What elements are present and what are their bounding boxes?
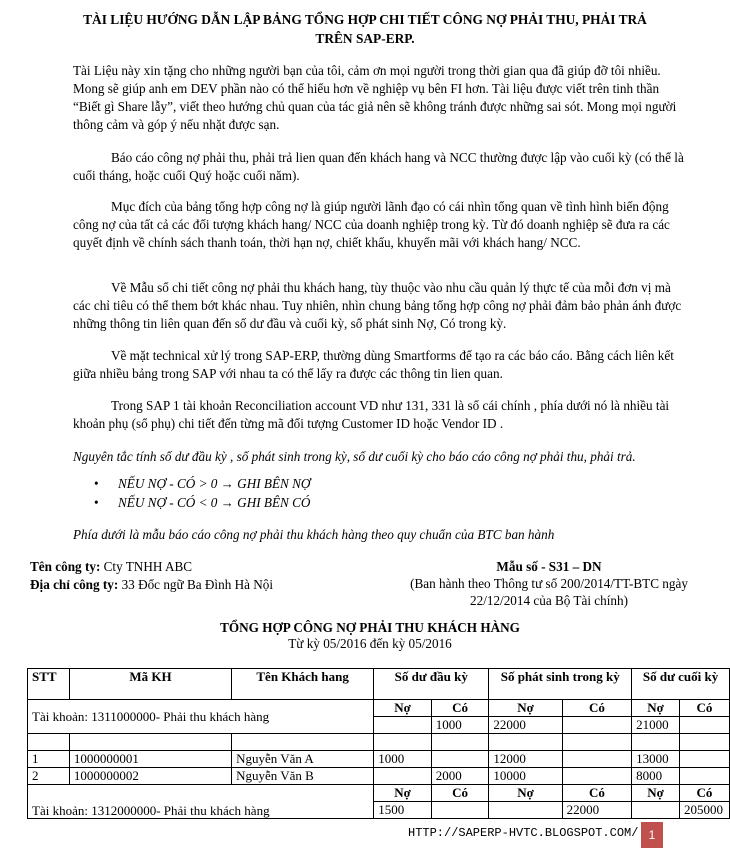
movement-credit-header: Có (562, 700, 631, 717)
cell (562, 734, 631, 751)
cell (679, 734, 729, 751)
cell: 22000 (562, 802, 631, 819)
cell (632, 802, 680, 819)
report-timing-paragraph: Báo cáo công nợ phải thu, phải trả lien quan đến khách hang và NCC thường được lập vào cuối kỳ (có thể là cuối tháng, hoặc cuối Quý hoặc cuối năm). (73, 150, 684, 183)
cell (431, 802, 489, 819)
opening-credit-header: Có (431, 785, 489, 802)
cell: 12000 (489, 751, 562, 768)
table-row (28, 751, 730, 768)
cell: 1500 (374, 802, 432, 819)
cell (431, 734, 489, 751)
report-period: Từ kỳ 05/2016 đến kỳ 05/2016 (288, 636, 452, 651)
cell: 2000 (431, 768, 489, 785)
cell (489, 734, 562, 751)
col-closing-balance: Số dư cuối kỳ (632, 669, 730, 700)
document-title (40, 10, 690, 48)
closing-credit-header: Có (679, 700, 729, 717)
cell (679, 751, 729, 768)
closing-debit-header: Nợ (632, 700, 680, 717)
template-note: Phía dưới là mẫu báo cáo công nợ phải thu khách hàng theo quy chuẩn của BTC ban hành (73, 527, 555, 542)
col-period-movement: Số phát sinh trong kỳ (489, 669, 632, 700)
col-customer-name: Tên Khách hang (232, 669, 374, 700)
account-1-label: Tài khoản: 1311000000- Phải thu khách hàng (28, 700, 374, 734)
rule-item: • NẾU NỢ - CÓ > 0 → GHI BÊN NỢ (94, 474, 310, 493)
company-name: Cty TNHH ABC (103, 559, 193, 574)
ledger-template-paragraph: Về Mẫu sổ chi tiết công nợ phải thu khách hang, tùy thuộc vào nhu cầu quản lý thực tế của mỗi đơn vị mà các chỉ tiêu có thể them bớt khác nhau. Tuy nhiên, nhìn chung bảng tổng hợp công nợ phải đảm bảo phản ánh được những thông tin liên quan đến số dư đầu và cuối kỳ, số phát sinh Nợ, Có trong kỳ. (73, 280, 682, 331)
cell (374, 717, 432, 734)
company-name-label: Tên công ty: (30, 559, 101, 574)
col-stt: STT (28, 669, 70, 700)
company-info (30, 558, 273, 594)
cell: Nguyễn Văn B (232, 768, 374, 785)
cell (562, 717, 631, 734)
cell (562, 768, 631, 785)
spacer-row (28, 734, 730, 751)
cell: 13000 (632, 751, 680, 768)
cell: 2 (28, 768, 70, 785)
cell: 22000 (489, 717, 562, 734)
opening-debit-header: Nợ (374, 785, 432, 802)
company-address-label: Địa chỉ công ty: (30, 577, 119, 592)
form-issued-line-1: (Ban hành theo Thông tư số 200/2014/TT-BTC ngày (410, 576, 688, 591)
cell (374, 734, 432, 751)
title-line-2: TRÊN SAP-ERP. (315, 31, 415, 46)
cell (632, 734, 680, 751)
title-line-1: TÀI LIỆU HƯỚNG DẪN LẬP BẢNG TỔNG HỢP CHI TIẾT CÔNG NỢ PHẢI THU, PHẢI TRẢ (83, 12, 647, 27)
cell (69, 734, 231, 751)
cell (232, 734, 374, 751)
closing-credit-header: Có (679, 785, 729, 802)
principle-paragraph: Nguyên tắc tính số dư đầu kỳ , số phát sinh trong kỳ, số dư cuối kỳ cho báo cáo công nợ phải thu, phải trả. (73, 449, 636, 464)
closing-debit-header: Nợ (632, 785, 680, 802)
cell (431, 751, 489, 768)
cell: 1000 (431, 717, 489, 734)
intro-paragraph: Tài Liệu này xin tặng cho những người bạn của tôi, cảm ơn mọi người trong thời gian qua đã giúp đỡ tôi nhiều. Mong sẽ giúp anh em DEV phần nào có thể hiểu hơn về nghiệp vụ bên FI hơn. Tài liệu được viết trên tinh thần “Biết gì Share lẫy”, viết theo hướng chủ quan của tác giả nên sẽ không tránh được những sai sót. Mong mọi người thông cảm và góp ý nếu nhặt được sạn. (73, 63, 677, 132)
cell: Nguyễn Văn A (232, 751, 374, 768)
cell: 1000000002 (69, 768, 231, 785)
cell (562, 751, 631, 768)
account-subheader-row (28, 700, 730, 717)
receivables-table (27, 668, 730, 819)
table-row (28, 768, 730, 785)
footer-blog-link[interactable]: HTTP://SAPERP-HVTC.BLOGSPOT.COM/ (408, 826, 639, 840)
movement-debit-header: Nợ (489, 700, 562, 717)
col-opening-balance: Số dư đầu kỳ (374, 669, 489, 700)
cell (28, 734, 70, 751)
cell (679, 768, 729, 785)
report-title: TỔNG HỢP CÔNG NỢ PHẢI THU KHÁCH HÀNG (220, 620, 520, 635)
cell: 8000 (632, 768, 680, 785)
opening-debit-header: Nợ (374, 700, 432, 717)
cell: 205000 (679, 802, 729, 819)
cell (679, 717, 729, 734)
cell: 10000 (489, 768, 562, 785)
reconciliation-paragraph: Trong SAP 1 tài khoản Reconciliation account VD như 131, 331 là sổ cái chính , phía dưới nó là nhiều tài khoản phụ (sổ phụ) chi tiết đến từng mã đối tượng Customer ID hoặc Vendor ID . (73, 398, 670, 431)
account-2-label: Tài khoản: 1312000000- Phải thu khách hàng (28, 785, 374, 819)
movement-debit-header: Nợ (489, 785, 562, 802)
form-code-block (388, 558, 710, 609)
cell: 1000000001 (69, 751, 231, 768)
account-2-header-row (28, 785, 730, 802)
movement-credit-header: Có (562, 785, 631, 802)
cell (374, 768, 432, 785)
opening-credit-header: Có (431, 700, 489, 717)
col-customer-id: Mã KH (69, 669, 231, 700)
company-address: 33 Đốc ngữ Ba Đình Hà Nội (121, 577, 274, 592)
cell (489, 802, 562, 819)
technical-paragraph: Về mặt technical xử lý trong SAP-ERP, thường dùng Smartforms để tạo ra các báo cáo. Bằng cách liên kết giữa nhiều bảng trong SAP với nhau ta có thể lấy ra được các thông tin lien quan. (73, 348, 674, 381)
form-issued-line-2: 22/12/2014 của Bộ Tài chính) (470, 593, 628, 608)
purpose-paragraph: Mục đích của bảng tổng hợp công nợ là giúp người lãnh đạo có cái nhìn tổng quan về tình hình biến động công nợ của tất cả các đối tượng khách hang/ NCC của doanh nghiệp trong kỳ. Từ đó doanh nghiệp sẽ đưa ra các quyết định về chính sách thanh toán, thời hạn nợ, chiết khấu, khuyến mãi với khách hang/ NCC. (73, 199, 670, 250)
page-number-badge: 1 (641, 822, 663, 848)
rule-list (94, 474, 310, 512)
form-code: Mẫu số - S31 – DN (496, 559, 602, 574)
rule-item: • NẾU NỢ - CÓ < 0 → GHI BÊN CÓ (94, 493, 310, 512)
cell: 1 (28, 751, 70, 768)
table-header-row (28, 669, 730, 700)
cell: 21000 (632, 717, 680, 734)
cell: 1000 (374, 751, 432, 768)
